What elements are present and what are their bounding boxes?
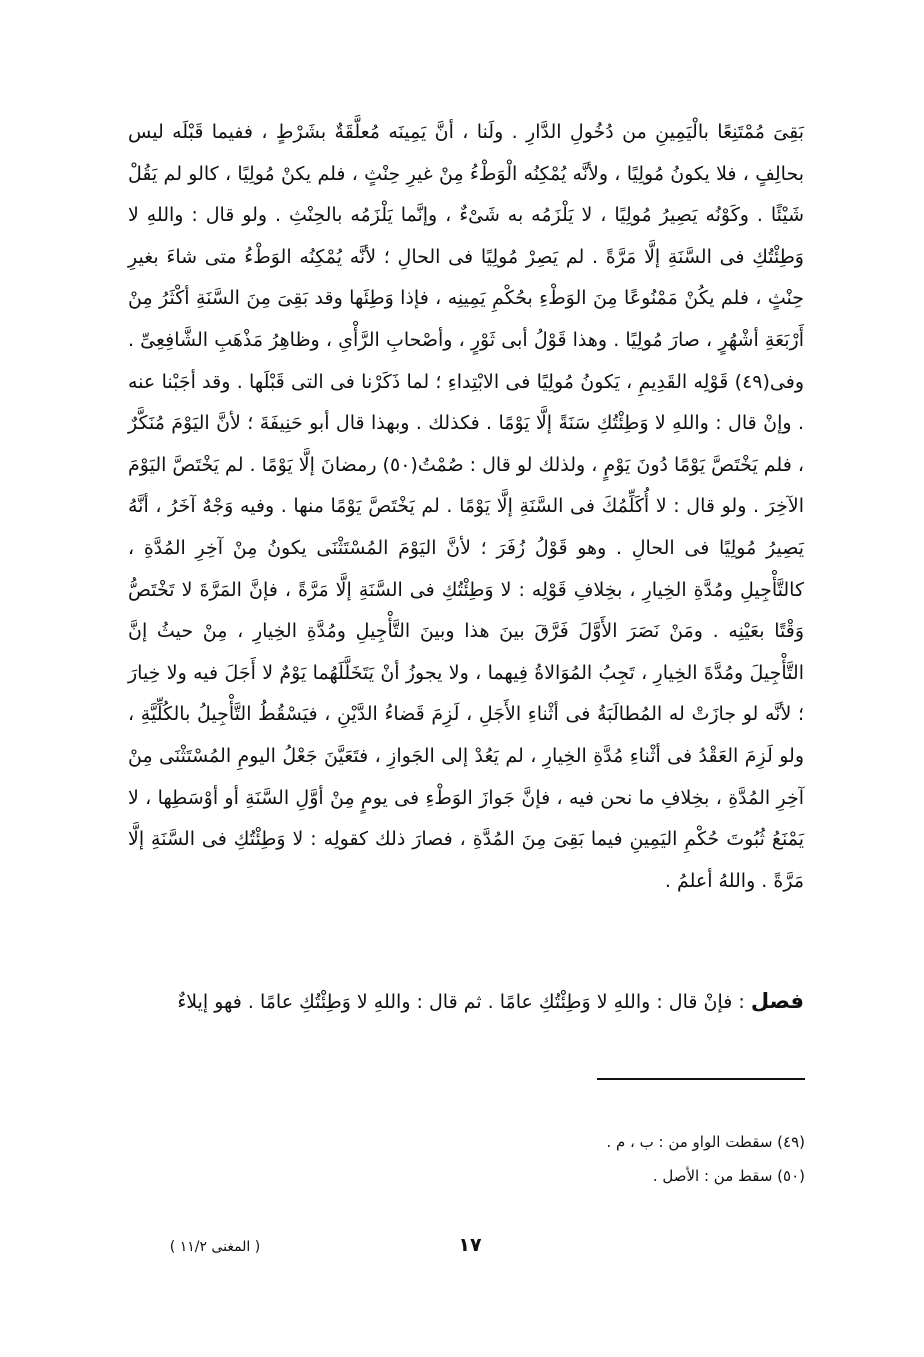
footnote-divider xyxy=(597,1078,805,1080)
section-paragraph xyxy=(128,985,804,1018)
section-text: : فإنْ قال : واللهِ لا وَطِئْتُكِ عامًا . ثم قال : واللهِ لا وَطِئْتُكِ عامًا . فهو إيلاءٌ xyxy=(177,991,745,1013)
footnote: (٥٠) سقط من : الأصل . xyxy=(652,1167,805,1185)
footnote: (٤٩) سقطت الواو من : ب ، م . xyxy=(606,1133,805,1151)
main-text: بَقِىَ مُمْتَنِعًا بالْيَمِينِ من دُخُولِ الدَّارِ . ولَنا ، أنَّ يَمِينَه مُعلَّقَةٌ بشَرْطٍ ، ففيما قَبْلَه ليس بحالِفٍ ، فلا يكونُ مُولِيًا ، ولأنَّه يُمْكِنُه الْوَطْءُ مِنْ غيرِ حِنْثٍ ، فلم يكنْ مُولِيًا ، كالو لم يَقُلْ شَيْئًا . وكَوْنُه يَصِيرُ مُولِيًا ، لا يَلْزَمُه به شَىْءٌ ، وإنَّما يَلْزَمُه بالحِنْثِ . ولو قال : واللهِ لا وَطِئْتُكِ فى السَّنَةِ إلَّا مَرَّةً . لم يَصِرْ مُولِيًا فى الحالِ ؛ لأنَّه يُمْكِنُه الوَطْءُ متى شاءَ بغيرِ حِنْثٍ ، فلم يكُنْ مَمْنُوعًا مِنَ الوَطْءِ بحُكْمِ يَمِينِه ، فإذا وَطِئَها وقد بَقِىَ مِنَ السَّنَةِ أكْثَرُ مِنْ أَرْبَعَةِ أشْهُرٍ ، صارَ مُولِيًا . وهذا قَوْلُ أبى ثَوْرٍ ، وأصْحابِ الرَّأْىِ ، وظاهِرُ مَذْهَبِ الشَّافِعِىِّ . وفى(٤٩) قَوْلِه القَدِيمِ ، يَكونُ مُولِيًا فى الابْتِداءِ ؛ لما ذَكَرْنا فى التى قَبْلَها . وقد أجَبْنا عنه . وإنْ قال : واللهِ لا وَطِئْتُكِ سَنَةً إلَّا يَوْمًا . فكذلك . وبهذا قال أبو حَنِيفَةَ ؛ لأنَّ اليَوْمَ مُنَكَّرٌ ، فلم يَخْتَصَّ يَوْمًا دُونَ يَوْمٍ ، ولذلك لو قال : صُمْتُ(٥٠) رمضانَ إلَّا يَوْمًا . لم يَخْتَصَّ اليَوْمَ الآخِرَ . ولو قال : لا أُكَلِّمُكَ فى السَّنَةِ إلَّا يَوْمًا . لم يَخْتَصَّ يَوْمًا منها . وفيه وَجْهٌ آخَرُ ، أنَّهُ يَصِيرُ مُولِيًا فى الحالِ . وهو قَوْلُ زُفَرَ ؛ لأنَّ اليَوْمَ المُسْتَثْنَى يكونُ مِنْ آخِرِ المُدَّةِ ، كالتَّأْجِيلِ ومُدَّةِ الخِيارِ ، بخِلافِ قَوْلِه : لا وَطِئْتُكِ فى السَّنَةِ إلَّا مَرَّةً ، فإنَّ المَرَّةَ لا تَخْتَصُّ وَقْتًا بعَيْنِه . ومَنْ نَصَرَ الأَوَّلَ فَرَّقَ بينَ هذا وبينَ التَّأْجِيلِ ومُدَّةِ الخِيارِ ، مِنْ حيثُ إنَّ التَّأْجِيلَ ومُدَّةَ الخِيارِ ، تَجِبُ المُوَالاةُ فِيهما ، ولا يجوزُ أنْ يَتَخَلَّلَهُما يَوْمٌ لا أَجَلَ فيه ولا خِيارَ ؛ لأنَّه لو جازَتْ له المُطالَبَةُ فى أثْناءِ الأَجَلِ ، لَزِمَ قَضاءُ الدَّيْنِ ، فيَسْقُطُ التَّأْجِيلُ بالكُلِّيَّةِ ، ولو لَزِمَ العَقْدُ فى أثْناءِ مُدَّةِ الخِيارِ ، لم يَعُدْ إلى الجَوازِ ، فتَعَيَّنَ جَعْلُ اليومِ المُسْتَثْنَى مِنْ آخِرِ المُدَّةِ ، بخِلافِ ما نحن فيه ، فإنَّ جَوازَ الوَطْءِ فى يومٍ مِنْ أوَّلِ السَّنَةِ أو أوْسَطِها ، لا يَمْنَعُ ثُبُوتَ حُكْمِ اليَمِينِ فيما بَقِىَ مِنَ المُدَّةِ ، فصارَ ذلك كقولِه : لا وَطِئْتُكِ فى السَّنَةِ إلَّا مَرَّةً . واللهُ أعلمُ . xyxy=(128,121,804,892)
page-number: ١٧ xyxy=(458,1234,482,1256)
section-heading: فصل xyxy=(750,989,804,1013)
volume-reference: ( المغنى ١١/٢ ) xyxy=(169,1239,261,1255)
